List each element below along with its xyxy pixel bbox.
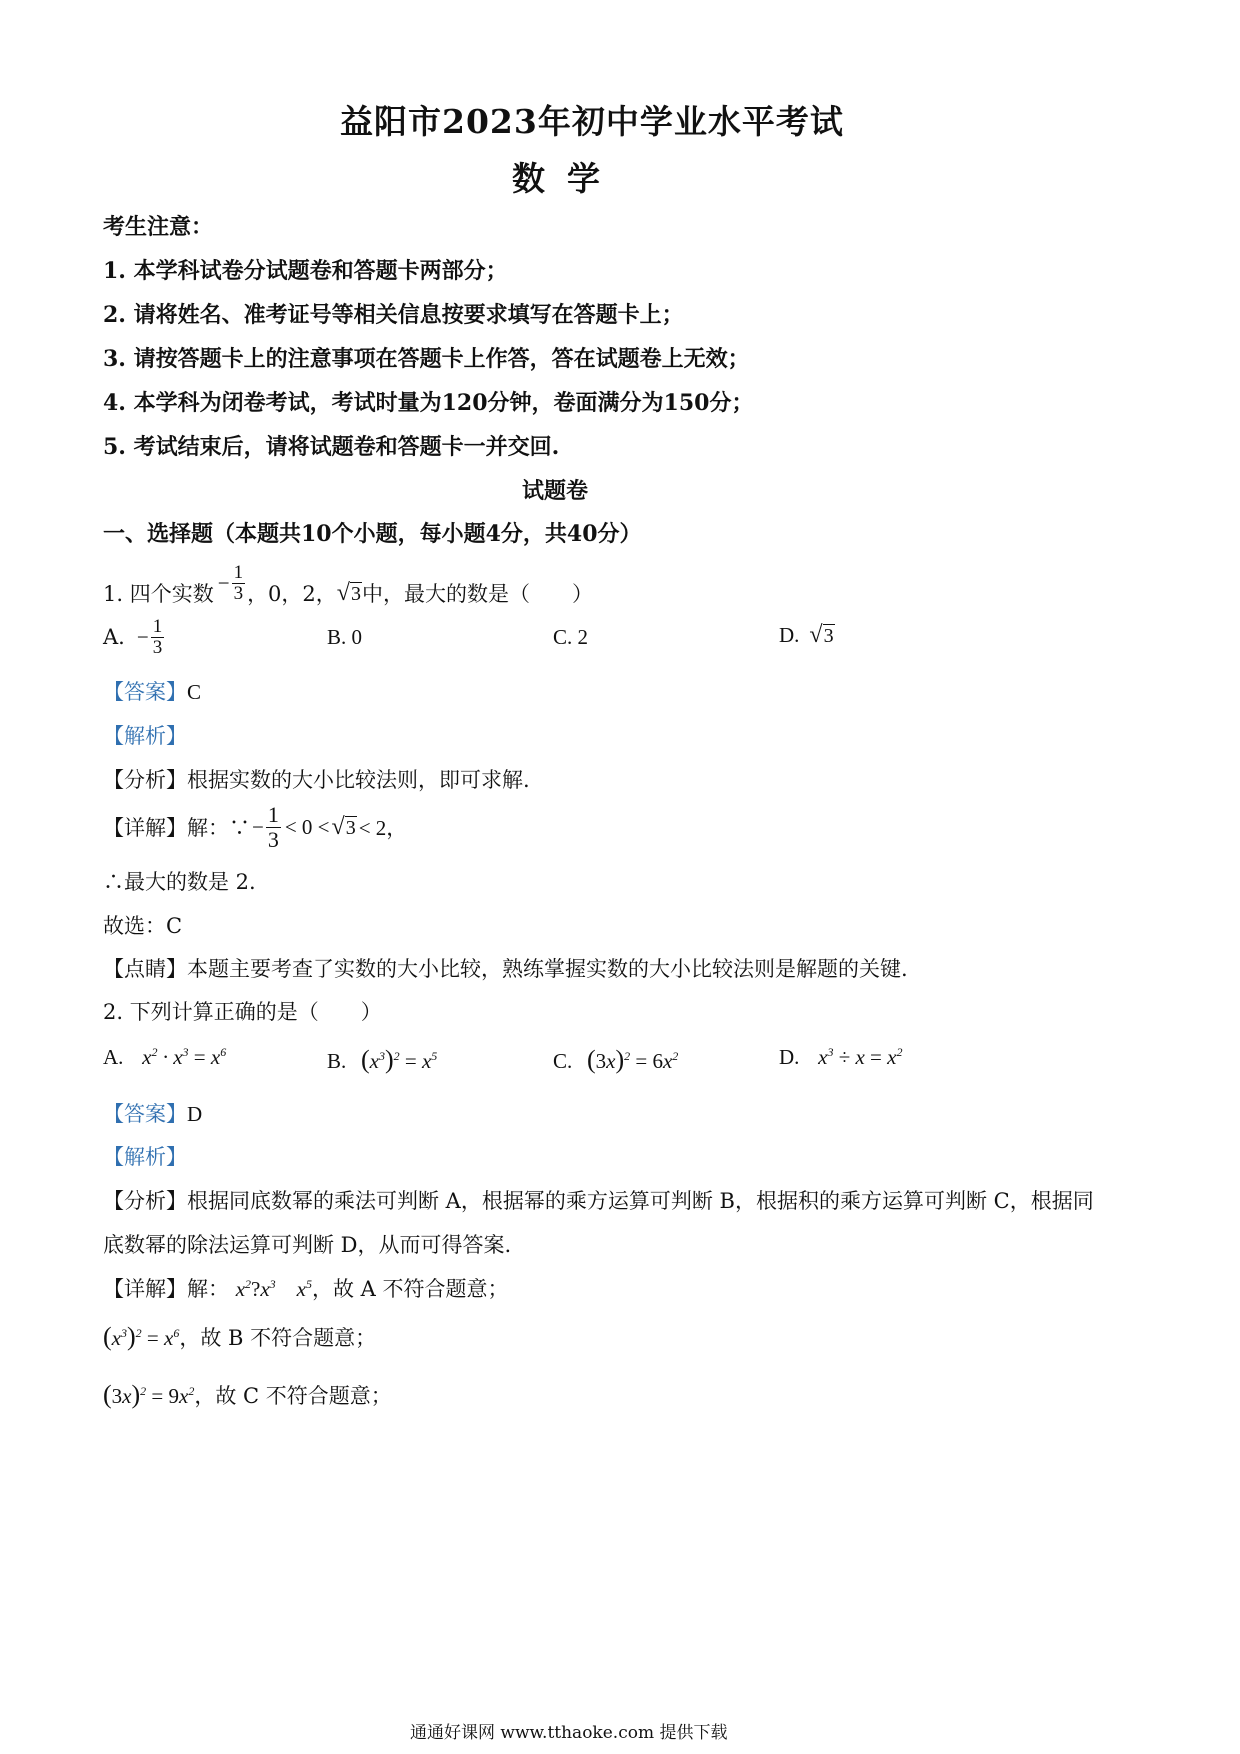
q1-conclusion: ∴最大的数是 2. [103, 870, 256, 894]
q1-sqrt3: √3 [336, 579, 361, 606]
q2-analysis-tag: 【解析】 [103, 1145, 187, 1169]
q1-choose: 故选：C [103, 914, 183, 938]
q1-option-d: D. √3 [779, 622, 834, 648]
q1-detail: 【详解】 解：∵ − $\frac{1}{3}$ < 0 < √3 < 2， [103, 802, 408, 852]
subject-title: 数学 [512, 159, 622, 198]
question-1-stem: 1. 四个实数 − $\frac{1}{3}$ ，0，2， √3 中，最大的数是（ ） [103, 561, 593, 606]
q2-option-d: D. $x^3 \div x = x^2$ [779, 1045, 903, 1069]
q1-option-a: A. − $\frac{1}{3}$ [103, 615, 163, 658]
q1-analysis-tag: 【解析】 [103, 724, 187, 748]
q1-option-c: C. 2 [553, 625, 589, 649]
q1-answer: 【答案】C [103, 680, 202, 704]
section-heading: 一、选择题（本题共10个小题，每小题4分，共40分） [103, 521, 642, 547]
q1-prefix: 1. 四个实数 [103, 582, 214, 606]
q2-fenxi-line1: 【分析】根据同底数幂的乘法可判断 A，根据幂的乘方运算可判断 B，根据积的乘方运算可判断 C，根据同 [103, 1189, 1094, 1213]
notice-item: 5. 考试结束后，请将试题卷和答题卡一并交回. [103, 434, 560, 460]
question-2-stem: 2. 下列计算正确的是（ ） [103, 1000, 382, 1024]
q2-fenxi-line2: 底数幂的除法运算可判断 D，从而可得答案. [103, 1233, 512, 1257]
q1-comment: 【点睛】本题主要考查了实数的大小比较，熟练掌握实数的大小比较法则是解题的关键. [103, 957, 908, 981]
q1-fraction: $\frac{1}{3}$ [233, 561, 244, 604]
q2-option-b: B. $(x^3)^2 = x^5$ [327, 1045, 438, 1074]
q2-detail-2: $(x^3)^2 = x^6$，故 B 不符合题意； [103, 1322, 377, 1351]
page-title: 益阳市2023年初中学业水平考试 [340, 102, 844, 141]
notice-heading: 考生注意： [103, 214, 214, 240]
q2-option-c: C. $(3x)^2 = 6x^2$ [553, 1045, 679, 1074]
notice-item: 2. 请将姓名、准考证号等相关信息按要求填写在答题卡上； [103, 302, 684, 328]
q1-option-b: B. 0 [327, 625, 363, 649]
q2-answer: 【答案】D [103, 1102, 203, 1126]
footer-source: 通通好课网 www.tthaoke.com 提供下载 [410, 1723, 728, 1743]
notice-item: 4. 本学科为闭卷考试，考试时量为120分钟，卷面满分为150分； [103, 390, 754, 416]
q2-detail-1: 【详解】解： $x^2?x^3$ $x^5$，故 A 不符合题意； [103, 1277, 509, 1301]
notice-item: 1. 本学科试卷分试题卷和答题卡两部分； [103, 258, 508, 284]
q2-detail-3: $(3x)^2 = 9x^2$，故 C 不符合题意； [103, 1380, 392, 1409]
q1-fenxi: 【分析】根据实数的大小比较法则，即可求解. [103, 768, 530, 792]
q2-option-a: A. $x^2 \cdot x^3 = x^6$ [103, 1045, 227, 1069]
paper-label: 试题卷 [522, 478, 589, 504]
notice-item: 3. 请按答题卡上的注意事项在答题卡上作答，答在试题卷上无效； [103, 346, 750, 372]
q1-minus: − [217, 570, 230, 595]
